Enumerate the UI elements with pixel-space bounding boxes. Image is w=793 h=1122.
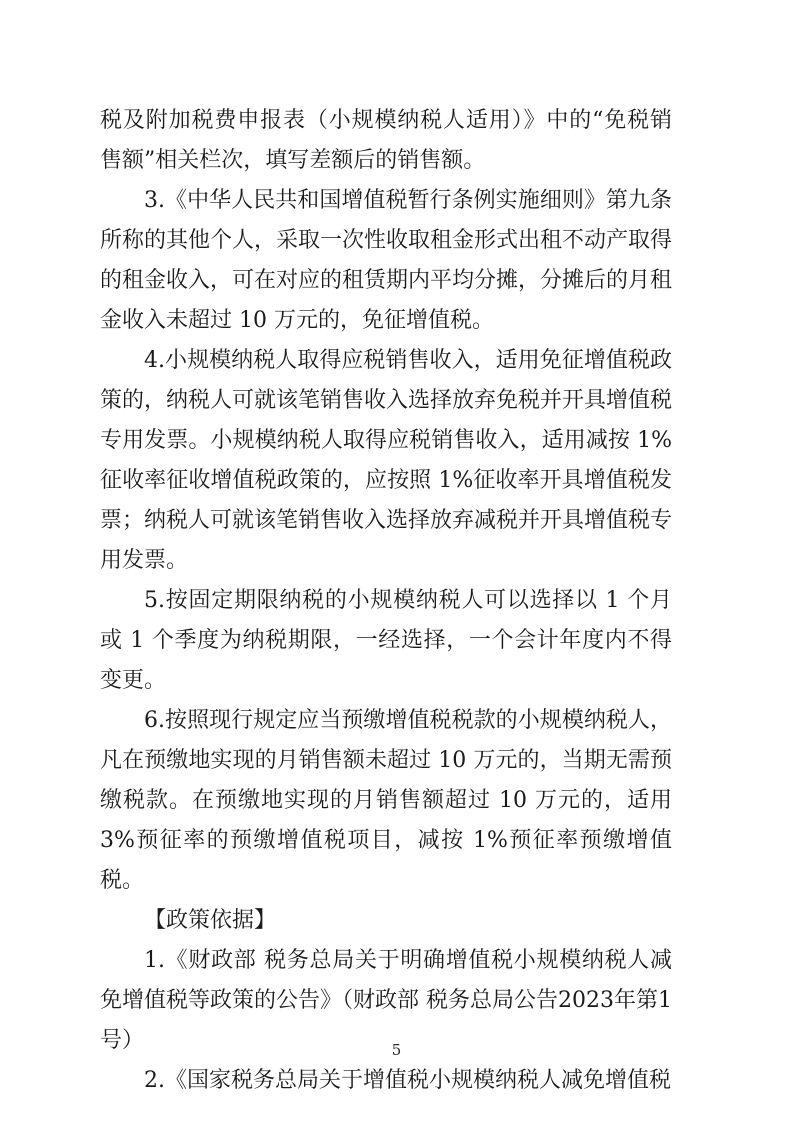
page-number: 5 [391, 1041, 402, 1059]
paragraph: 5.按固定期限纳税的小规模纳税人可以选择以 1 个月或 1 个季度为纳税期限，一经选择，一个会计年度内不得变更。 [100, 588, 672, 693]
paragraph: 6.按照现行规定应当预缴增值税税款的小规模纳税人，凡在预缴地实现的月销售额未超过 10 万元的，当期无需预缴税款。在预缴地实现的月销售额超过 10 万元的，适用 3%预征率的预缴增值税项目，减按 1%预征率预缴增值税。 [100, 708, 672, 893]
page-footer [0, 1040, 793, 1059]
paragraph: 1.《财政部 税务总局关于明确增值税小规模纳税人减免增值税等政策的公告》（财政部 税务总局公告2023年第1号） [100, 948, 672, 1053]
paragraph: 税及附加税费申报表（小规模纳税人适用）》中的“免税销售额”相关栏次，填写差额后的销售额。 [100, 108, 672, 173]
document-body [100, 101, 672, 1101]
paragraph: 2.《国家税务总局关于增值税小规模纳税人减免增值税 [144, 1068, 671, 1093]
paragraph: 3.《中华人民共和国增值税暂行条例实施细则》第九条所称的其他个人，采取一次性收取租金形式出租不动产取得的租金收入，可在对应的租赁期内平均分摊，分摊后的月租金收入未超过 10 万元的，免征增值税。 [100, 188, 673, 333]
paragraph: 4.小规模纳税人取得应税销售收入，适用免征增值税政策的，纳税人可就该笔销售收入选择放弃免税并开具增值税专用发票。小规模纳税人取得应税销售收入，适用减按 1%征收率征收增值税政策的，应按照 1%征收率开具增值税发票；纳税人可就该笔销售收入选择放弃减税并开具增值税专用发票。 [100, 348, 673, 573]
paragraph: 【政策依据】 [144, 908, 277, 933]
